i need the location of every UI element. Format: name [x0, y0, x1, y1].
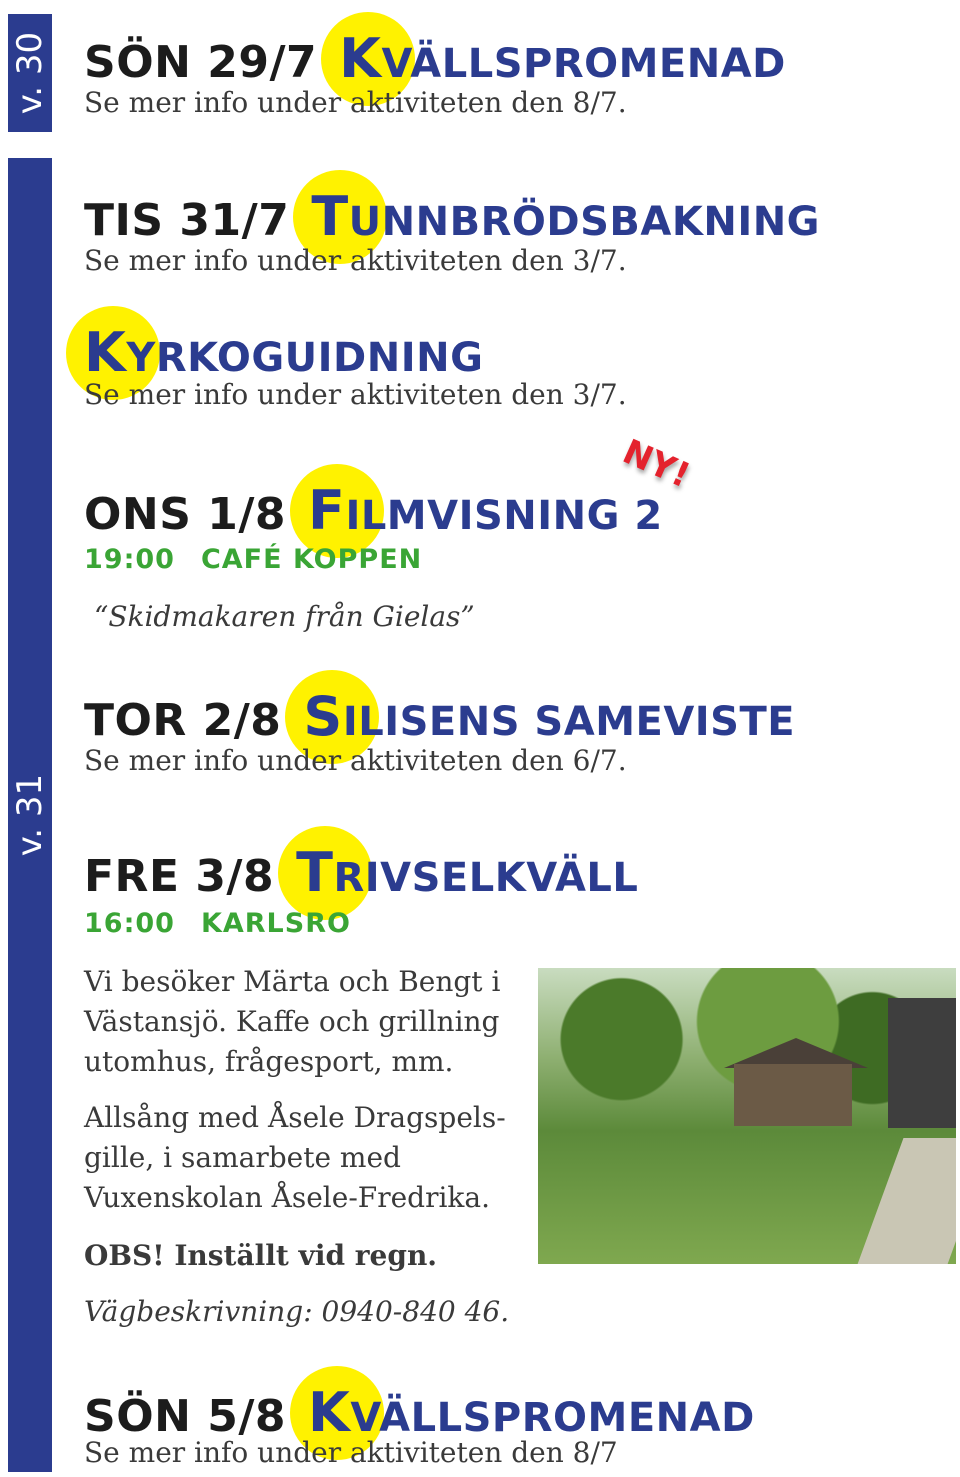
event-info: Se mer info under aktiviteten den 3/7. — [84, 378, 627, 411]
event-title: TUNNBRÖDSBAKNING — [311, 190, 820, 244]
event-day: ONS 1/8 — [84, 489, 287, 540]
event-heading — [84, 27, 786, 90]
event-info: Se mer info under aktiviteten den 8/7 — [84, 1436, 618, 1469]
week-label: v. 30 — [10, 31, 50, 115]
event-title: KVÄLLSPROMENAD — [308, 1386, 755, 1440]
event-time: 16:00 — [84, 908, 175, 939]
event-day: TIS 31/7 — [84, 195, 290, 246]
new-badge: NY! — [616, 431, 696, 497]
event-title: TRIVSELKVÄLL — [296, 846, 638, 900]
event-title: KYRKOGUIDNING — [84, 326, 483, 380]
event-photo — [538, 968, 956, 1264]
event-heading — [84, 1381, 755, 1444]
event-day: FRE 3/8 — [84, 851, 275, 902]
week-bar-30 — [8, 14, 52, 132]
event-place: CAFÉ KOPPEN — [200, 544, 423, 575]
event-title: SILISENS SAMEVISTE — [303, 690, 795, 744]
week-label: v. 31 — [10, 773, 50, 857]
event-time-place — [84, 908, 351, 939]
event-day: SÖN 5/8 — [84, 1391, 287, 1442]
event-description: Allsång med Åsele Dragspels-gille, i samarbete med Vuxenskolan Åsele-Fredrika. — [84, 1101, 506, 1214]
event-heading — [84, 479, 663, 542]
event-day: TOR 2/8 — [84, 695, 282, 746]
event-info: Se mer info under aktiviteten den 3/7. — [84, 244, 627, 277]
event-title: KVÄLLSPROMENAD — [339, 32, 786, 86]
event-day: SÖN 29/7 — [84, 37, 318, 88]
event-heading — [84, 185, 821, 248]
film-title: “Skidmakaren från Gielas” — [94, 600, 475, 633]
event-time-place — [84, 544, 422, 575]
event-place: KARLSRO — [200, 908, 351, 939]
photo-house — [888, 998, 956, 1128]
event-info: Se mer info under aktiviteten den 6/7. — [84, 744, 627, 777]
photo-cabin — [734, 1064, 852, 1126]
event-heading — [84, 321, 484, 384]
event-title: FILMVISNING 2 — [308, 484, 663, 538]
event-description: Vi besöker Märta och Bengt i Västansjö. Kaffe och grillning utomhus, frågesport, mm. — [84, 965, 501, 1078]
event-info: Se mer info under aktiviteten den 8/7. — [84, 86, 627, 119]
event-notice: OBS! Inställt vid regn. — [84, 1239, 438, 1272]
event-directions: Vägbeskrivning: 0940-840 46. — [84, 1295, 510, 1328]
event-heading — [84, 841, 639, 904]
event-time: 19:00 — [84, 544, 175, 575]
event-heading — [84, 685, 796, 748]
photo-path — [853, 1138, 956, 1264]
week-bar-31 — [8, 158, 52, 1472]
